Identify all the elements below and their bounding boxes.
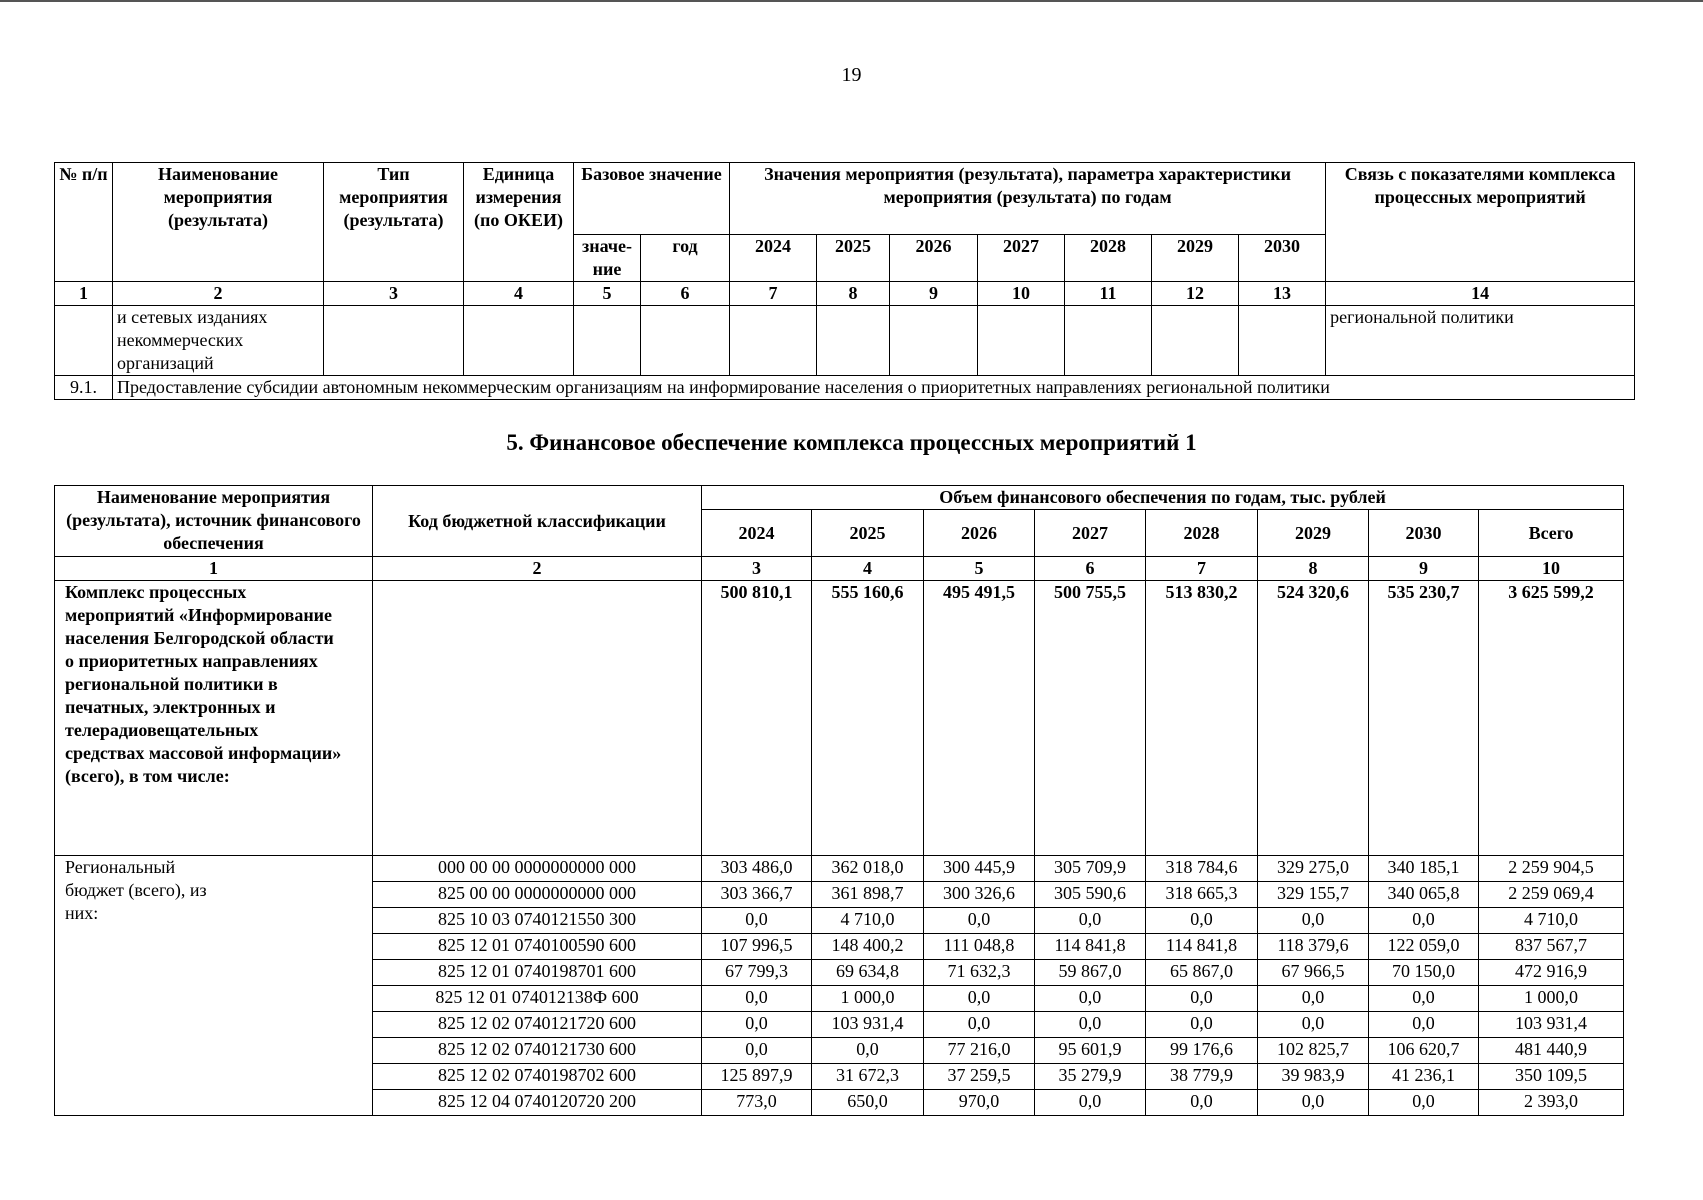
budget-total: 837 567,7 bbox=[1479, 934, 1624, 960]
regional-budget-name: Региональный бюджет (всего), из них: bbox=[55, 856, 373, 1116]
column-number: 6 bbox=[1035, 557, 1146, 581]
row-text: Предоставление субсидии автономным некоммерческим организациям на информирование населения о приоритетных направлениях региональной политики bbox=[113, 376, 1635, 400]
fin-header-code: Код бюджетной классификации bbox=[373, 486, 702, 557]
budget-value: 650,0 bbox=[812, 1090, 924, 1116]
column-numbers-row bbox=[55, 282, 1635, 306]
budget-value: 39 983,9 bbox=[1258, 1064, 1369, 1090]
column-number: 3 bbox=[702, 557, 812, 581]
complex-row bbox=[55, 581, 1624, 856]
header-year: 2025 bbox=[817, 235, 890, 282]
budget-value: 148 400,2 bbox=[812, 934, 924, 960]
budget-value: 773,0 bbox=[702, 1090, 812, 1116]
column-number: 10 bbox=[1479, 557, 1624, 581]
header-year: 2030 bbox=[1239, 235, 1326, 282]
cell-empty bbox=[641, 306, 730, 376]
fin-header-year: 2027 bbox=[1035, 510, 1146, 557]
column-number: 9 bbox=[890, 282, 978, 306]
budget-value: 95 601,9 bbox=[1035, 1038, 1146, 1064]
budget-value: 318 784,6 bbox=[1146, 856, 1258, 882]
budget-value: 970,0 bbox=[924, 1090, 1035, 1116]
budget-value: 0,0 bbox=[924, 986, 1035, 1012]
fin-header-total: Всего bbox=[1479, 510, 1624, 557]
budget-value: 0,0 bbox=[812, 1038, 924, 1064]
cell-empty bbox=[55, 306, 113, 376]
budget-value: 340 185,1 bbox=[1369, 856, 1479, 882]
column-number: 4 bbox=[812, 557, 924, 581]
budget-value: 0,0 bbox=[702, 1038, 812, 1064]
budget-total: 2 259 069,4 bbox=[1479, 882, 1624, 908]
complex-value: 495 491,5 bbox=[924, 581, 1035, 856]
budget-total: 481 440,9 bbox=[1479, 1038, 1624, 1064]
budget-value: 71 632,3 bbox=[924, 960, 1035, 986]
budget-value: 107 996,5 bbox=[702, 934, 812, 960]
budget-row bbox=[55, 856, 1624, 882]
header-type: Тип мероприятия (результата) bbox=[324, 163, 464, 282]
budget-value: 106 620,7 bbox=[1369, 1038, 1479, 1064]
fin-header-year: 2030 bbox=[1369, 510, 1479, 557]
column-number: 7 bbox=[1146, 557, 1258, 581]
header-year: 2027 bbox=[978, 235, 1065, 282]
budget-value: 0,0 bbox=[702, 908, 812, 934]
budget-value: 4 710,0 bbox=[812, 908, 924, 934]
budget-value: 41 236,1 bbox=[1369, 1064, 1479, 1090]
column-number: 1 bbox=[55, 557, 373, 581]
continuation-row bbox=[55, 306, 1635, 376]
budget-value: 0,0 bbox=[1146, 1012, 1258, 1038]
budget-value: 37 259,5 bbox=[924, 1064, 1035, 1090]
budget-code: 825 12 02 0740198702 600 bbox=[373, 1064, 702, 1090]
complex-value: 535 230,7 bbox=[1369, 581, 1479, 856]
budget-value: 362 018,0 bbox=[812, 856, 924, 882]
budget-value: 59 867,0 bbox=[1035, 960, 1146, 986]
complex-value: 500 810,1 bbox=[702, 581, 812, 856]
column-number: 4 bbox=[464, 282, 574, 306]
budget-total: 2 259 904,5 bbox=[1479, 856, 1624, 882]
header-values-group: Значения мероприятия (результата), параметра характеристики мероприятия (результата) по годам bbox=[730, 163, 1326, 235]
cell-empty bbox=[574, 306, 641, 376]
budget-value: 0,0 bbox=[1035, 908, 1146, 934]
column-number: 11 bbox=[1065, 282, 1152, 306]
page-top-border bbox=[0, 0, 1703, 2]
budget-value: 0,0 bbox=[1146, 1090, 1258, 1116]
column-number: 5 bbox=[574, 282, 641, 306]
cell-empty bbox=[373, 581, 702, 856]
budget-value: 0,0 bbox=[924, 908, 1035, 934]
budget-value: 0,0 bbox=[702, 1012, 812, 1038]
header-year: 2026 bbox=[890, 235, 978, 282]
column-number: 8 bbox=[817, 282, 890, 306]
budget-value: 65 867,0 bbox=[1146, 960, 1258, 986]
budget-value: 38 779,9 bbox=[1146, 1064, 1258, 1090]
header-base: Базовое значение bbox=[574, 163, 730, 235]
budget-value: 31 672,3 bbox=[812, 1064, 924, 1090]
fin-header-year: 2024 bbox=[702, 510, 812, 557]
cell-empty bbox=[324, 306, 464, 376]
section-title: 5. Финансовое обеспечение комплекса процессных мероприятий 1 bbox=[506, 430, 1197, 455]
cell-empty bbox=[730, 306, 817, 376]
header-year: 2024 bbox=[730, 235, 817, 282]
budget-value: 303 366,7 bbox=[702, 882, 812, 908]
budget-value: 67 799,3 bbox=[702, 960, 812, 986]
budget-value: 1 000,0 bbox=[812, 986, 924, 1012]
budget-value: 0,0 bbox=[1369, 1090, 1479, 1116]
budget-code: 825 12 04 0740120720 200 bbox=[373, 1090, 702, 1116]
budget-value: 103 931,4 bbox=[812, 1012, 924, 1038]
continued-link: региональной политики bbox=[1326, 306, 1635, 376]
budget-value: 300 326,6 bbox=[924, 882, 1035, 908]
fin-header-volume: Объем финансового обеспечения по годам, тыс. рублей bbox=[702, 486, 1624, 510]
budget-code: 825 00 00 0000000000 000 bbox=[373, 882, 702, 908]
complex-value: 524 320,6 bbox=[1258, 581, 1369, 856]
column-number: 9 bbox=[1369, 557, 1479, 581]
budget-value: 305 590,6 bbox=[1035, 882, 1146, 908]
budget-value: 67 966,5 bbox=[1258, 960, 1369, 986]
budget-value: 0,0 bbox=[1369, 1012, 1479, 1038]
budget-value: 114 841,8 bbox=[1146, 934, 1258, 960]
column-number: 1 bbox=[55, 282, 113, 306]
column-number: 2 bbox=[113, 282, 324, 306]
page-number: 19 bbox=[841, 64, 862, 86]
complex-name: Комплекс процессных мероприятий «Информирование населения Белгородской области о приоритетных направлениях региональной политики в печатных, электронных и телерадиовещательных средствах массовой информации» (всего), в том числе: bbox=[55, 581, 373, 856]
budget-total: 103 931,4 bbox=[1479, 1012, 1624, 1038]
fin-header-year: 2025 bbox=[812, 510, 924, 557]
results-table bbox=[54, 162, 1635, 400]
budget-value: 0,0 bbox=[1258, 1012, 1369, 1038]
budget-value: 0,0 bbox=[1146, 908, 1258, 934]
budget-value: 0,0 bbox=[1258, 986, 1369, 1012]
column-number: 8 bbox=[1258, 557, 1369, 581]
budget-code: 825 12 01 0740100590 600 bbox=[373, 934, 702, 960]
budget-code: 825 12 01 074012138Ф 600 bbox=[373, 986, 702, 1012]
cell-empty bbox=[978, 306, 1065, 376]
column-number: 5 bbox=[924, 557, 1035, 581]
budget-value: 118 379,6 bbox=[1258, 934, 1369, 960]
header-link: Связь с показателями комплекса процессных мероприятий bbox=[1326, 163, 1635, 282]
budget-value: 111 048,8 bbox=[924, 934, 1035, 960]
header-year: 2028 bbox=[1065, 235, 1152, 282]
continued-name: и сетевых изданиях некоммерческих организаций bbox=[113, 306, 324, 376]
budget-value: 69 634,8 bbox=[812, 960, 924, 986]
header-no: № п/п bbox=[55, 163, 113, 282]
budget-value: 77 216,0 bbox=[924, 1038, 1035, 1064]
budget-value: 0,0 bbox=[1369, 908, 1479, 934]
budget-value: 0,0 bbox=[1035, 1012, 1146, 1038]
header-year: 2029 bbox=[1152, 235, 1239, 282]
budget-value: 102 825,7 bbox=[1258, 1038, 1369, 1064]
budget-value: 318 665,3 bbox=[1146, 882, 1258, 908]
budget-value: 340 065,8 bbox=[1369, 882, 1479, 908]
column-number: 3 bbox=[324, 282, 464, 306]
budget-value: 114 841,8 bbox=[1035, 934, 1146, 960]
budget-value: 329 155,7 bbox=[1258, 882, 1369, 908]
budget-value: 70 150,0 bbox=[1369, 960, 1479, 986]
complex-total: 3 625 599,2 bbox=[1479, 581, 1624, 856]
column-number: 10 bbox=[978, 282, 1065, 306]
fin-header-year: 2026 bbox=[924, 510, 1035, 557]
column-number: 13 bbox=[1239, 282, 1326, 306]
header-row-1 bbox=[55, 163, 1635, 235]
cell-empty bbox=[890, 306, 978, 376]
fin-header-name: Наименование мероприятия (результата), источник финансового обеспечения bbox=[55, 486, 373, 557]
budget-total: 350 109,5 bbox=[1479, 1064, 1624, 1090]
budget-value: 0,0 bbox=[1258, 1090, 1369, 1116]
header-name: Наименование мероприятия (результата) bbox=[113, 163, 324, 282]
header-base-year: год bbox=[641, 235, 730, 282]
budget-code: 825 12 01 0740198701 600 bbox=[373, 960, 702, 986]
cell-empty bbox=[1065, 306, 1152, 376]
fin-column-numbers-row bbox=[55, 557, 1624, 581]
budget-value: 0,0 bbox=[1258, 908, 1369, 934]
budget-value: 0,0 bbox=[1035, 1090, 1146, 1116]
row-number: 9.1. bbox=[55, 376, 113, 400]
budget-code: 825 12 02 0740121730 600 bbox=[373, 1038, 702, 1064]
budget-value: 329 275,0 bbox=[1258, 856, 1369, 882]
budget-code: 825 10 03 0740121550 300 bbox=[373, 908, 702, 934]
budget-code: 825 12 02 0740121720 600 bbox=[373, 1012, 702, 1038]
column-number: 14 bbox=[1326, 282, 1635, 306]
fin-header-year: 2028 bbox=[1146, 510, 1258, 557]
cell-empty bbox=[1239, 306, 1326, 376]
header-unit: Единица измерения (по ОКЕИ) bbox=[464, 163, 574, 282]
column-number: 12 bbox=[1152, 282, 1239, 306]
budget-value: 361 898,7 bbox=[812, 882, 924, 908]
financing-table bbox=[54, 485, 1624, 1116]
complex-value: 500 755,5 bbox=[1035, 581, 1146, 856]
column-number: 7 bbox=[730, 282, 817, 306]
budget-value: 303 486,0 bbox=[702, 856, 812, 882]
budget-value: 0,0 bbox=[1146, 986, 1258, 1012]
row-9-1 bbox=[55, 376, 1635, 400]
complex-value: 555 160,6 bbox=[812, 581, 924, 856]
column-number: 2 bbox=[373, 557, 702, 581]
budget-code: 000 00 00 0000000000 000 bbox=[373, 856, 702, 882]
budget-total: 4 710,0 bbox=[1479, 908, 1624, 934]
cell-empty bbox=[817, 306, 890, 376]
budget-value: 0,0 bbox=[702, 986, 812, 1012]
budget-value: 0,0 bbox=[924, 1012, 1035, 1038]
budget-total: 2 393,0 bbox=[1479, 1090, 1624, 1116]
complex-value: 513 830,2 bbox=[1146, 581, 1258, 856]
cell-empty bbox=[1152, 306, 1239, 376]
fin-header-row-1 bbox=[55, 486, 1624, 510]
budget-value: 305 709,9 bbox=[1035, 856, 1146, 882]
budget-value: 99 176,6 bbox=[1146, 1038, 1258, 1064]
header-base-value: значе-ние bbox=[574, 235, 641, 282]
column-number: 6 bbox=[641, 282, 730, 306]
budget-value: 0,0 bbox=[1035, 986, 1146, 1012]
regional-budget-rows bbox=[55, 856, 1624, 1116]
budget-total: 1 000,0 bbox=[1479, 986, 1624, 1012]
cell-empty bbox=[464, 306, 574, 376]
budget-total: 472 916,9 bbox=[1479, 960, 1624, 986]
budget-value: 122 059,0 bbox=[1369, 934, 1479, 960]
budget-value: 125 897,9 bbox=[702, 1064, 812, 1090]
budget-value: 35 279,9 bbox=[1035, 1064, 1146, 1090]
fin-header-year: 2029 bbox=[1258, 510, 1369, 557]
budget-value: 0,0 bbox=[1369, 986, 1479, 1012]
budget-value: 300 445,9 bbox=[924, 856, 1035, 882]
